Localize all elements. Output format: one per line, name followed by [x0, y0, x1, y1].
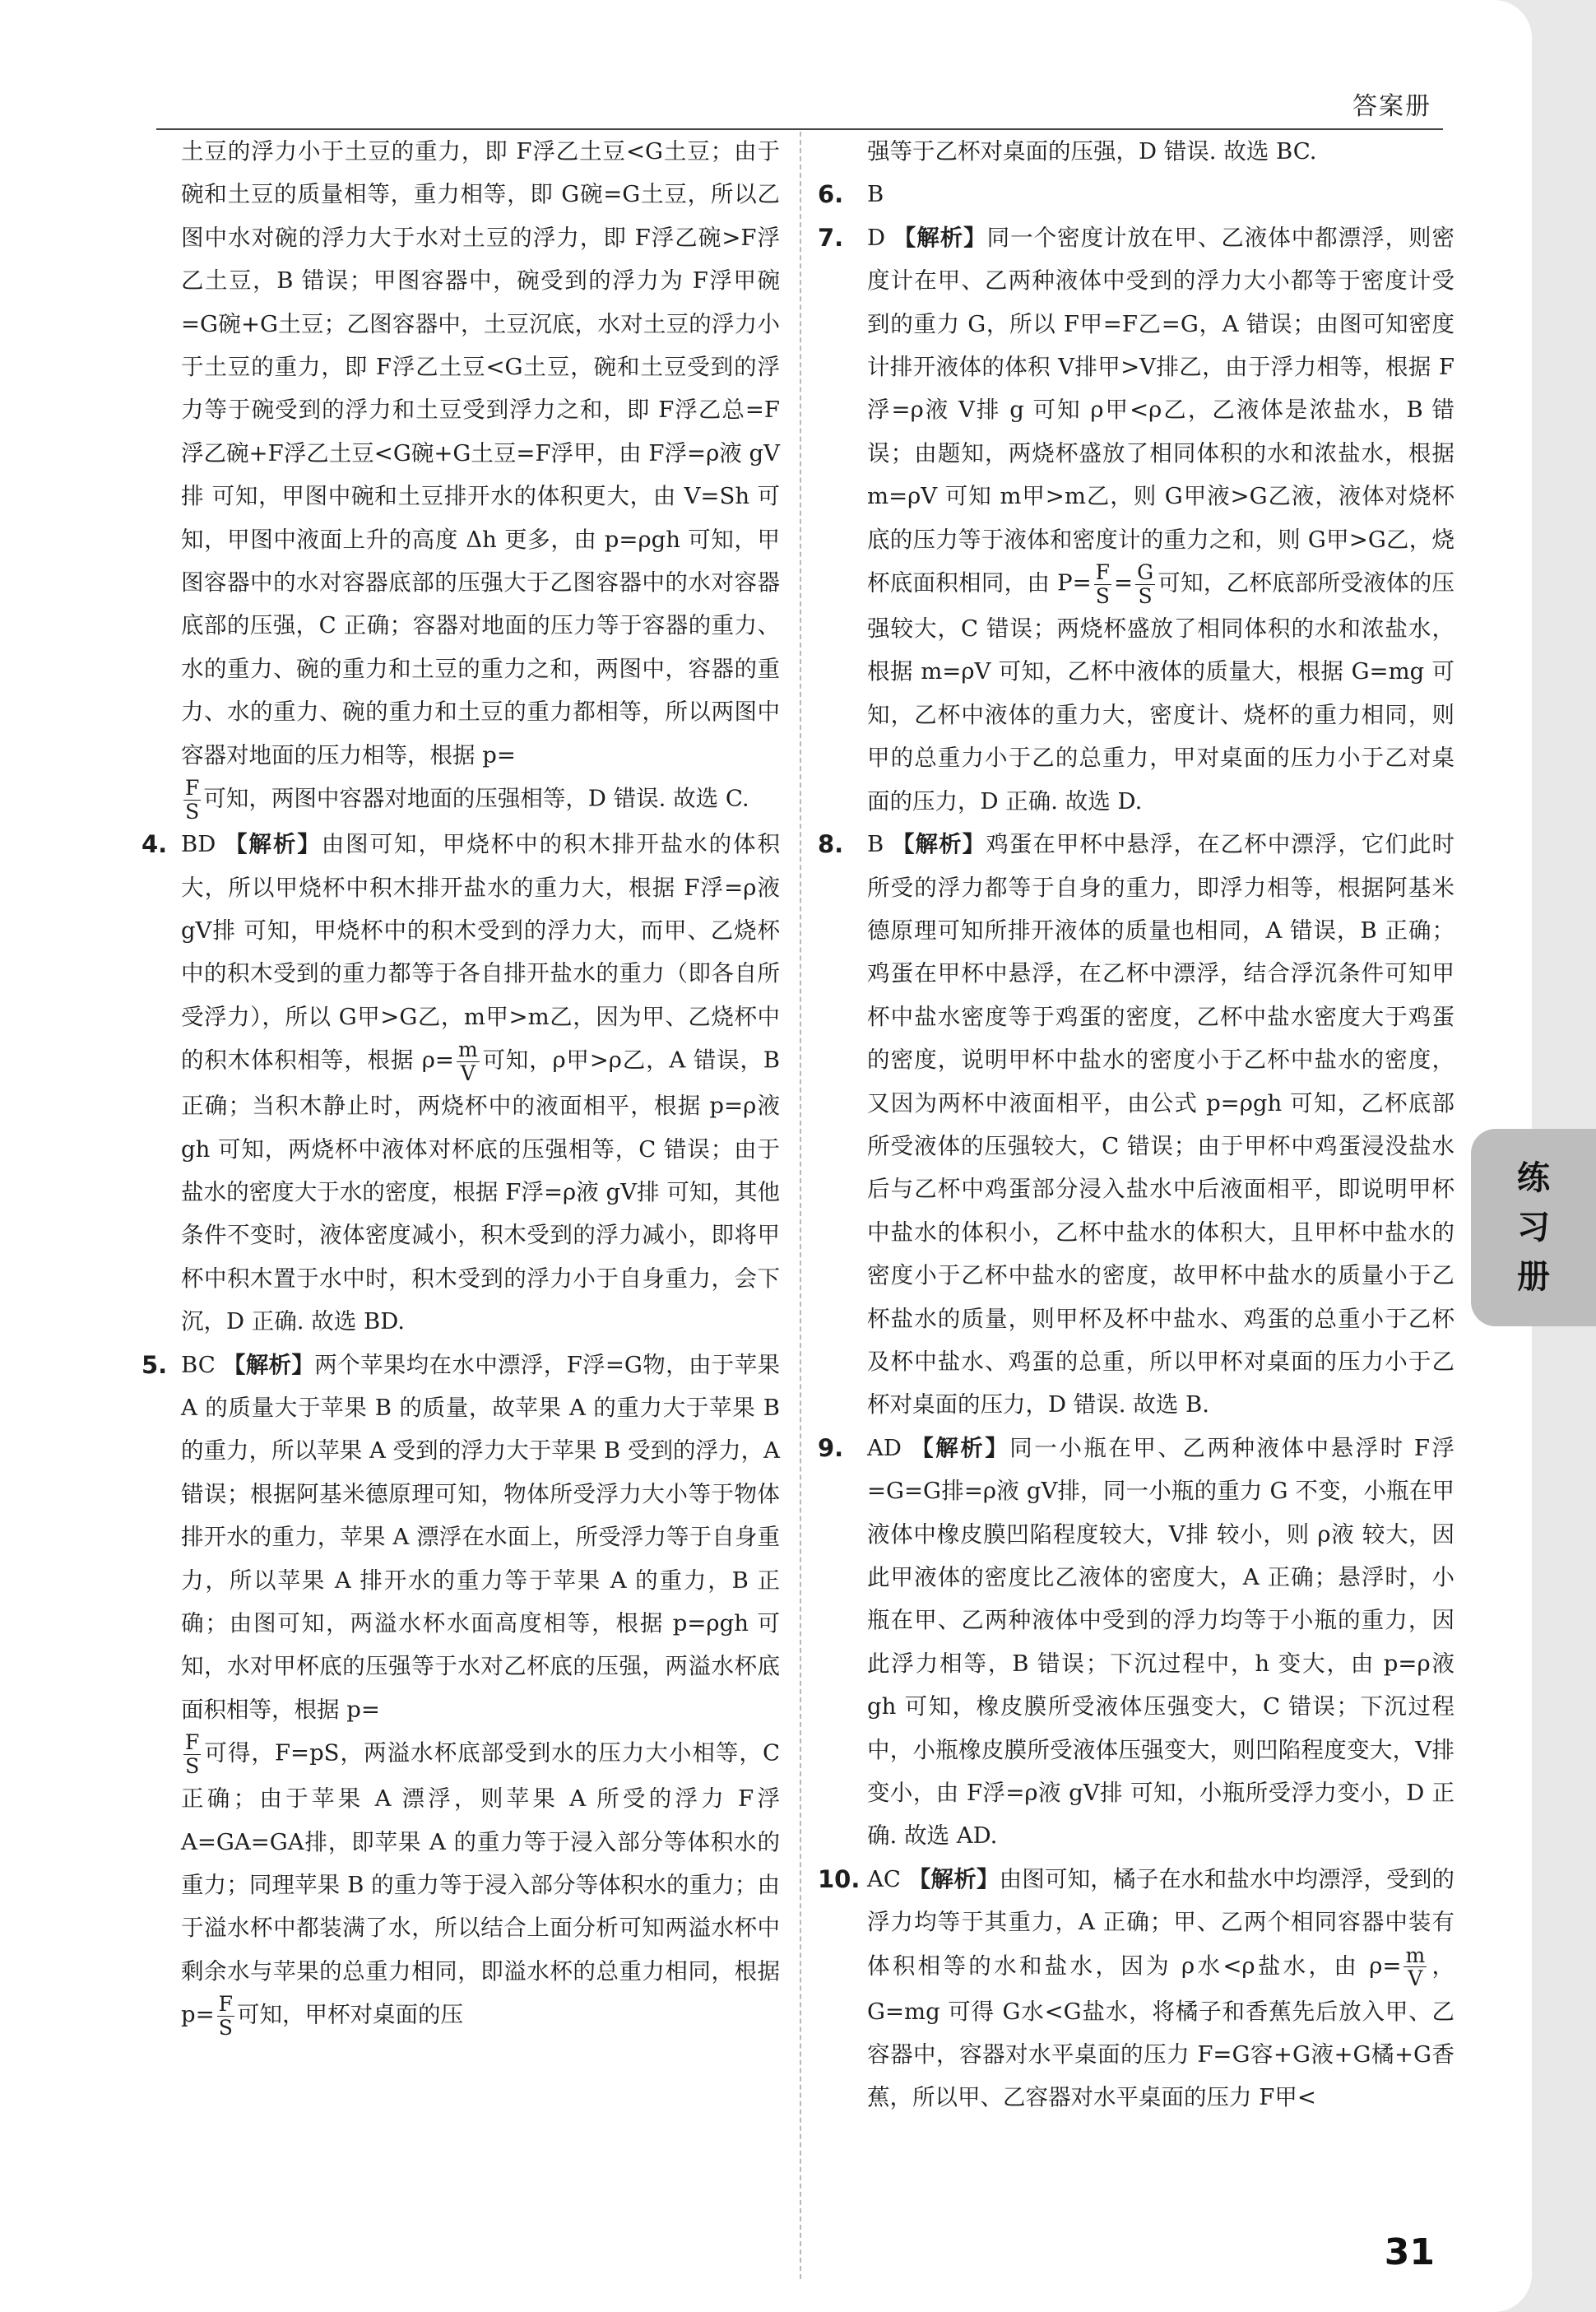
- question-8: [818, 823, 1454, 1427]
- question-6: [818, 173, 1454, 216]
- analysis-tag: 【解析】: [222, 1351, 315, 1378]
- page-number: 31: [1384, 2231, 1435, 2273]
- side-tab-char: 习: [1517, 1209, 1550, 1247]
- question-number: 4.: [142, 830, 168, 859]
- answer-choice: AD: [867, 1434, 902, 1461]
- question-5-continuation: [818, 130, 1454, 173]
- analysis-tag: 【解析】: [907, 1865, 1000, 1892]
- fraction-m-over-v: $\frac{m}{V}$: [457, 1038, 478, 1085]
- section-tab-practice-book[interactable]: [1471, 1129, 1596, 1326]
- answer-choice: B: [867, 831, 884, 858]
- question-10: [818, 1858, 1454, 2119]
- answer-choice: B: [867, 181, 884, 208]
- q7-text-2: 可知，乙杯底部所受液体的压强较大，C 错误；两烧杯盛放了相同体积的水和浓盐水，根据 m=ρV 可知，乙杯中液体的质量大，根据 G=mg 可知，乙杯中液体的重力大，密度计、烧杯的重力相同，则甲的总重力小于乙的总重力，甲对桌面的压力小于乙对桌面的压力，D 正确. 故选 D.: [867, 569, 1454, 815]
- answer-choice: AC: [867, 1865, 901, 1892]
- q5-text-2: 可得，F=pS，两溢水杯底部受到水的压力大小相等，C 正确；由于苹果 A 漂浮，则苹果 A 所受的浮力 F浮A=GA=GA排，即苹果 A 的重力等于浸入部分等体积水的重力；同理苹果 B 的重力等于浸入部分等体积水的重力；由于溢水杯中都装满了水，所以结合上面分析可知两溢水杯中剩余水与苹果的总重力相同，即溢水杯的总重力相同，根据 p=: [181, 1739, 780, 2028]
- fraction-f-over-s: $\frac{F}{S}$: [218, 1992, 234, 2040]
- q3-text-1: 土豆的浮力小于土豆的重力，即 F浮乙土豆<G土豆；由于碗和土豆的质量相等，重力相等，即 G碗=G土豆，所以乙图中水对碗的浮力大于水对土豆的浮力，即 F浮乙碗>F浮乙土豆，B 错误；甲图容器中，碗受到的浮力为 F浮甲碗=G碗+G土豆；乙图容器中，土豆沉底，水对土豆的浮力小于土豆的重力，即 F浮乙土豆<G土豆，碗和土豆受到的浮力等于碗受到的浮力和土豆受到浮力之和，即 F浮乙总=F浮乙碗+F浮乙土豆<G碗+G土豆=F浮甲，由 F浮=ρ液 gV排 可知，甲图中碗和土豆排开水的体积更大，由 V=Sh 可知，甲图中液面上升的高度 Δh 更多，由 p=ρgh 可知，甲图容器中的水对容器底部的压强大于乙图容器中的水对容器底部的压强，C 正确；容器对地面的压力等于容器的重力、水的重力、碗的重力和土豆的重力之和，两图中，容器的重力、水的重力、碗的重力和土豆的重力都相等，所以两图中容器对地面的压力相等，根据 p=: [181, 138, 780, 768]
- fraction-m-over-v: $\frac{m}{V}$: [1405, 1943, 1426, 1991]
- q10-text-2: ，G=mg 可得 G水<G盐水，将橘子和香蕉先后放入甲、乙容器中，容器对水平桌面的压力 F=G容+G液+G橘+G香蕉，所以甲、乙容器对水平桌面的压力 F甲<: [867, 1952, 1454, 2111]
- q3-text-2: 可知，两图中容器对地面的压强相等，D 错误. 故选 C.: [203, 785, 749, 812]
- question-5: [142, 1344, 780, 2040]
- side-tab-char: 练: [1517, 1159, 1550, 1197]
- question-number: 9.: [818, 1433, 844, 1462]
- analysis-tag: 【解析】: [892, 831, 986, 858]
- question-number: 6.: [818, 180, 844, 209]
- fraction-f-over-s: $\frac{F}{S}$: [185, 776, 200, 824]
- header-label: 答案册: [1352, 92, 1431, 121]
- question-number: 7.: [818, 223, 844, 252]
- analysis-tag: 【解析】: [224, 831, 322, 858]
- answer-choice: D: [867, 224, 886, 251]
- question-7: [818, 216, 1454, 823]
- column-divider: [800, 132, 801, 2279]
- question-number: 5.: [142, 1350, 168, 1379]
- q4-text-1: 由图可知，甲烧杯中的积木排开盐水的体积大，所以甲烧杯中积木排开盐水的重力大，根据 F浮=ρ液 gV排 可知，甲烧杯中的积木受到的浮力大，而甲、乙烧杯中的积木受到的重力都等于各自排开盐水的重力（即各自所受浮力），所以 G甲>G乙，m甲>m乙，因为甲、乙烧杯中的积木体积相等，根据 ρ=: [181, 831, 781, 1074]
- question-9: [818, 1427, 1454, 1858]
- question-3-continuation: [142, 130, 780, 823]
- q9-text: 同一小瓶在甲、乙两种液体中悬浮时 F浮=G=G排=ρ液 gV排，同一小瓶的重力 G 不变，小瓶在甲液体中橡皮膜凹陷程度较大，V排 较小，则 ρ液 较大，因此甲液体的密度比乙液体的密度大，A 正确；悬浮时，小瓶在甲、乙两种液体中受到的浮力均等于小瓶的重力，因此浮力相等，B 错误；下沉过程中，h 变大，由 p=ρ液 gh 可知，橡皮膜所受液体压强变大，C 错误；下沉过程中，小瓶橡皮膜所受液体压强变大，则凹陷程度变大，V排 变小，由 F浮=ρ液 gV排 可知，小瓶所受浮力变小，D 正确. 故选 AD.: [867, 1434, 1454, 1850]
- q5-text-3: 可知，甲杯对桌面的压: [237, 2001, 464, 2028]
- q7-text-1: 同一个密度计放在甲、乙液体中都漂浮，则密度计在甲、乙两种液体中受到的浮力大小都等于密度计受到的重力 G，所以 F甲=F乙=G，A 错误；由图可知密度计排开液体的体积 V排甲>V排乙，由于浮力相等，根据 F浮=ρ液 V排 g 可知 ρ甲<ρ乙，乙液体是浓盐水，B 错误；由题知，两烧杯盛放了相同体积的水和浓盐水，根据 m=ρV 可知 m甲>m乙，则 G甲液>G乙液，液体对烧杯底的压力等于液体和密度计的重力之和，则 G甲>G乙，烧杯底面积相同，由 P=: [867, 224, 1455, 597]
- q4-text-2: 可知，ρ甲>ρ乙，A 错误，B 正确；当积木静止时，两烧杯中的液面相平，根据 p=ρ液 gh 可知，两烧杯中液体对杯底的压强相等，C 错误；由于盐水的密度大于水的密度，根据 F浮=ρ液 gV排 可知，其他条件不变时，液体密度减小，积木受到的浮力减小，即将甲杯中积木置于水中时，积木受到的浮力小于自身重力，会下沉，D 正确. 故选 BD.: [181, 1047, 780, 1335]
- side-tab-char: 册: [1517, 1258, 1550, 1296]
- question-number: 10.: [818, 1864, 861, 1893]
- q10-text-1: 由图可知，橘子在水和盐水中均漂浮，受到的浮力均等于其重力，A 正确；甲、乙两个相同容器中装有体积相等的水和盐水，因为 ρ水<ρ盐水，由 ρ=: [867, 1865, 1455, 1980]
- analysis-tag: 【解析】: [893, 224, 987, 251]
- q8-text: 鸡蛋在甲杯中悬浮，在乙杯中漂浮，它们此时所受的浮力都等于自身的重力，即浮力相等，根据阿基米德原理可知所排开液体的质量也相同，A 错误，B 正确；鸡蛋在甲杯中悬浮，在乙杯中漂浮，结合浮沉条件可知甲杯中盐水密度等于鸡蛋的密度，乙杯中盐水密度大于鸡蛋的密度，说明甲杯中盐水的密度小于乙杯中盐水的密度，又因为两杯中液面相平，由公式 p=ρgh 可知，乙杯底部所受液体的压强较大，C 错误；由于甲杯中鸡蛋浸没盐水后与乙杯中鸡蛋部分浸入盐水中后液面相平，即说明甲杯中盐水的体积小，乙杯中盐水的体积大，且甲杯中盐水的密度小于乙杯中盐水的密度，故甲杯中盐水的质量小于乙杯盐水的质量，则甲杯及杯中盐水、鸡蛋的总重小于乙杯及杯中盐水、鸡蛋的总重，所以甲杯对桌面的压力小于乙杯对桌面的压力，D 错误. 故选 B.: [867, 831, 1455, 1418]
- q5-text-1: 两个苹果均在水中漂浮，F浮=G物，由于苹果 A 的质量大于苹果 B 的质量，故苹果 A 的重力大于苹果 B 的重力，所以苹果 A 受到的浮力大于苹果 B 受到的浮力，A 错误；根据阿基米德原理可知，物体所受浮力大小等于物体排开水的重力，苹果 A 漂浮在水面上，所受浮力等于自身重力，所以苹果 A 排开水的重力等于苹果 A 的重力，B 正确；由图可知，两溢水杯水面高度相等，根据 p=ρgh 可知，水对甲杯底的压强等于水对乙杯底的压强，两溢水杯底面积相等，根据 p=: [181, 1351, 780, 1723]
- fraction-f-over-s: $\frac{F}{S}$: [185, 1730, 200, 1778]
- equals-sign: =: [1114, 569, 1134, 597]
- question-number: 8.: [818, 830, 844, 859]
- fraction-g-over-s: $\frac{G}{S}$: [1137, 560, 1154, 608]
- analysis-tag: 【解析】: [911, 1434, 1010, 1461]
- q5-cont-text: 强等于乙杯对桌面的压强，D 错误. 故选 BC.: [867, 138, 1317, 165]
- fraction-f-over-s: $\frac{F}{S}$: [1095, 560, 1111, 608]
- answer-choice: BD: [181, 831, 216, 858]
- right-column: [818, 130, 1454, 2119]
- left-column: [142, 130, 780, 2039]
- answer-choice: BC: [181, 1351, 216, 1378]
- question-4: [142, 823, 780, 1343]
